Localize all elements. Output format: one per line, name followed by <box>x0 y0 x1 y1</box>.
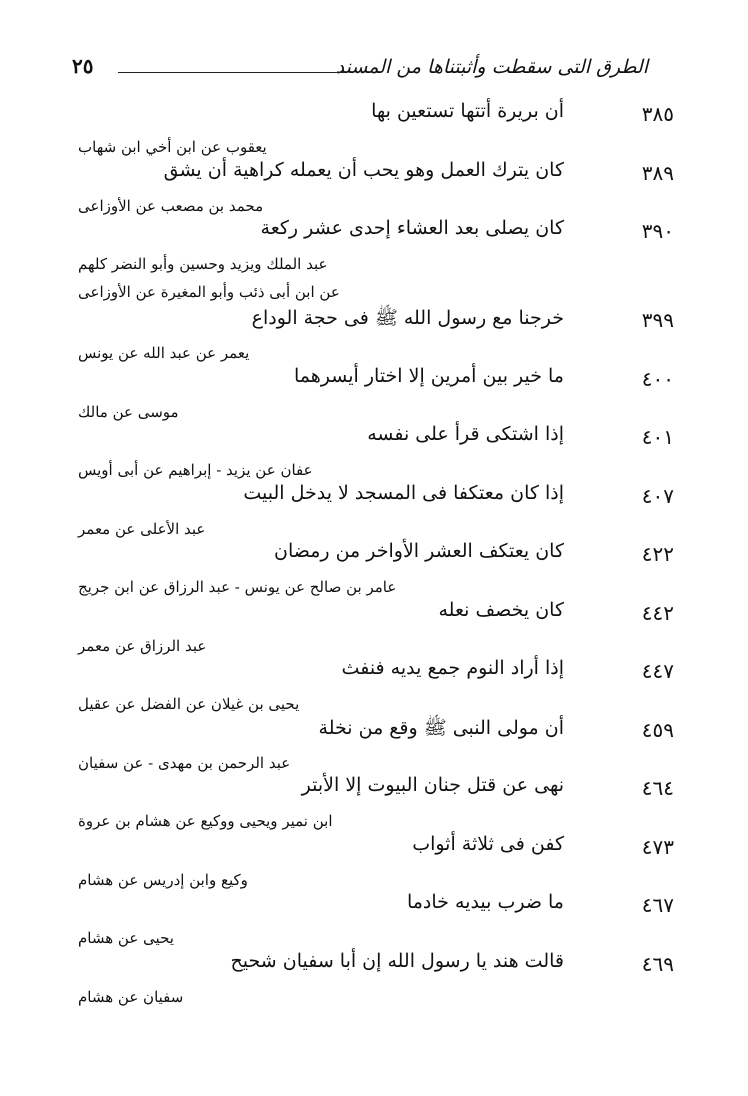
entry-number: ٣٨٩ <box>641 160 674 185</box>
page-number: ٢٥ <box>72 54 94 78</box>
entry <box>78 536 674 595</box>
narrator-line: موسى عن مالك <box>78 402 179 421</box>
entry <box>78 770 674 829</box>
entry-number: ٤٠٠ <box>641 366 674 391</box>
narrator-line: سفيان عن هشام <box>78 987 184 1006</box>
narrator-line: عبد الرزاق عن معمر <box>78 636 207 655</box>
entry-number: ٤٦٤ <box>641 776 674 800</box>
entry <box>78 595 674 654</box>
entry <box>78 712 674 771</box>
entry-number: ٤٥٩ <box>641 717 674 742</box>
entry-number: ٤٧٣ <box>641 834 674 859</box>
entry <box>78 302 674 361</box>
hadith-text: كان يعتكف العشر الأواخر من رمضان <box>273 540 564 562</box>
entry-number: ٤٤٢ <box>641 600 674 625</box>
narrator-line: يحيى عن هشام <box>78 929 174 947</box>
hadith-text: قالت هند يا رسول الله إن أبا سفيان شحيح <box>230 949 564 972</box>
entry-number: ٤٠٧ <box>641 483 674 508</box>
narrator-line: عبد الرحمن بن مهدى - عن سفيان <box>78 753 291 772</box>
entry-number: ٤٦٧ <box>641 893 674 917</box>
narrator-line: وكيع وابن إدريس عن هشام <box>78 870 248 889</box>
hadith-text: كان يخصف نعله <box>438 598 564 621</box>
narrator-line: يعمر عن عبد الله عن يونس <box>78 344 250 362</box>
hadith-text: نهى عن قتل جنان البيوت إلا الأبتر <box>301 774 564 796</box>
entry <box>78 419 674 478</box>
entry-number: ٣٩٠ <box>641 219 674 243</box>
hadith-text: أن بريرة أتتها تستعين بها <box>371 100 564 122</box>
entry-number: ٣٩٩ <box>641 308 674 332</box>
entry <box>78 478 674 537</box>
header-rule <box>118 72 344 73</box>
narrator-line: عامر بن صالح عن يونس - عبد الرزاق عن ابن جريج <box>78 578 397 596</box>
running-title: الطرق التى سقطت وأثبتناها من المسند <box>335 56 648 78</box>
hadith-text: ما خير بين أمرين إلا اختار أيسرهما <box>294 364 564 387</box>
entry-number: ٣٨٥ <box>641 102 674 126</box>
entry <box>78 829 674 888</box>
entry <box>78 887 674 946</box>
entry-number: ٤٠١ <box>641 425 674 449</box>
hadith-text: أن مولى النبى ﷺ وقع من نخلة <box>318 716 564 739</box>
entry-number: ٤٤٧ <box>641 659 674 683</box>
hadith-text: إذا اشتكى قرأ على نفسه <box>367 423 564 445</box>
narrator-line: ابن نمير ويحيى ووكيع عن هشام بن عروة <box>78 812 333 830</box>
entry-list <box>78 96 674 1004</box>
narrator-line: يعقوب عن ابن أخي ابن شهاب <box>78 138 267 156</box>
hadith-text: كان يترك العمل وهو يحب أن يعمله كراهية أن يشق <box>163 158 564 181</box>
entry <box>78 946 674 1005</box>
entry <box>78 155 674 214</box>
entry-number: ٤٢٢ <box>641 542 674 566</box>
narrator-chain <box>78 250 340 306</box>
narrator-line: محمد بن مصعب عن الأوزاعى <box>78 196 264 215</box>
hadith-text: خرجنا مع رسول الله ﷺ فى حجة الوداع <box>251 307 564 329</box>
narrator-line: يحيى بن غيلان عن الفضل عن عقيل <box>78 695 300 713</box>
narrator-line: عبد الأعلى عن معمر <box>78 519 206 538</box>
hadith-text: إذا أراد النوم جمع يديه فنفث <box>341 657 564 679</box>
narrator-line: عفان عن يزيد - إبراهيم عن أبى أويس <box>78 461 313 479</box>
hadith-text: كان يصلى بعد العشاء إحدى عشر ركعة <box>260 217 564 239</box>
entry <box>78 361 674 420</box>
entry <box>78 213 674 302</box>
entry <box>78 653 674 712</box>
entry <box>78 96 674 155</box>
narrator-chain <box>78 983 183 1011</box>
hadith-text: ما ضرب بيديه خادما <box>406 891 564 913</box>
narrator-line: عبد الملك ويزيد وحسين وأبو النضر كلهم <box>78 255 328 273</box>
entry-number: ٤٦٩ <box>641 951 674 976</box>
narrator-line: عن ابن أبى ذئب وأبو المغيرة عن الأوزاعى <box>78 283 340 301</box>
running-head <box>72 52 648 86</box>
hadith-text: إذا كان معتكفا فى المسجد لا يدخل البيت <box>243 481 564 504</box>
hadith-text: كفن فى ثلاثة أثواب <box>412 832 564 855</box>
